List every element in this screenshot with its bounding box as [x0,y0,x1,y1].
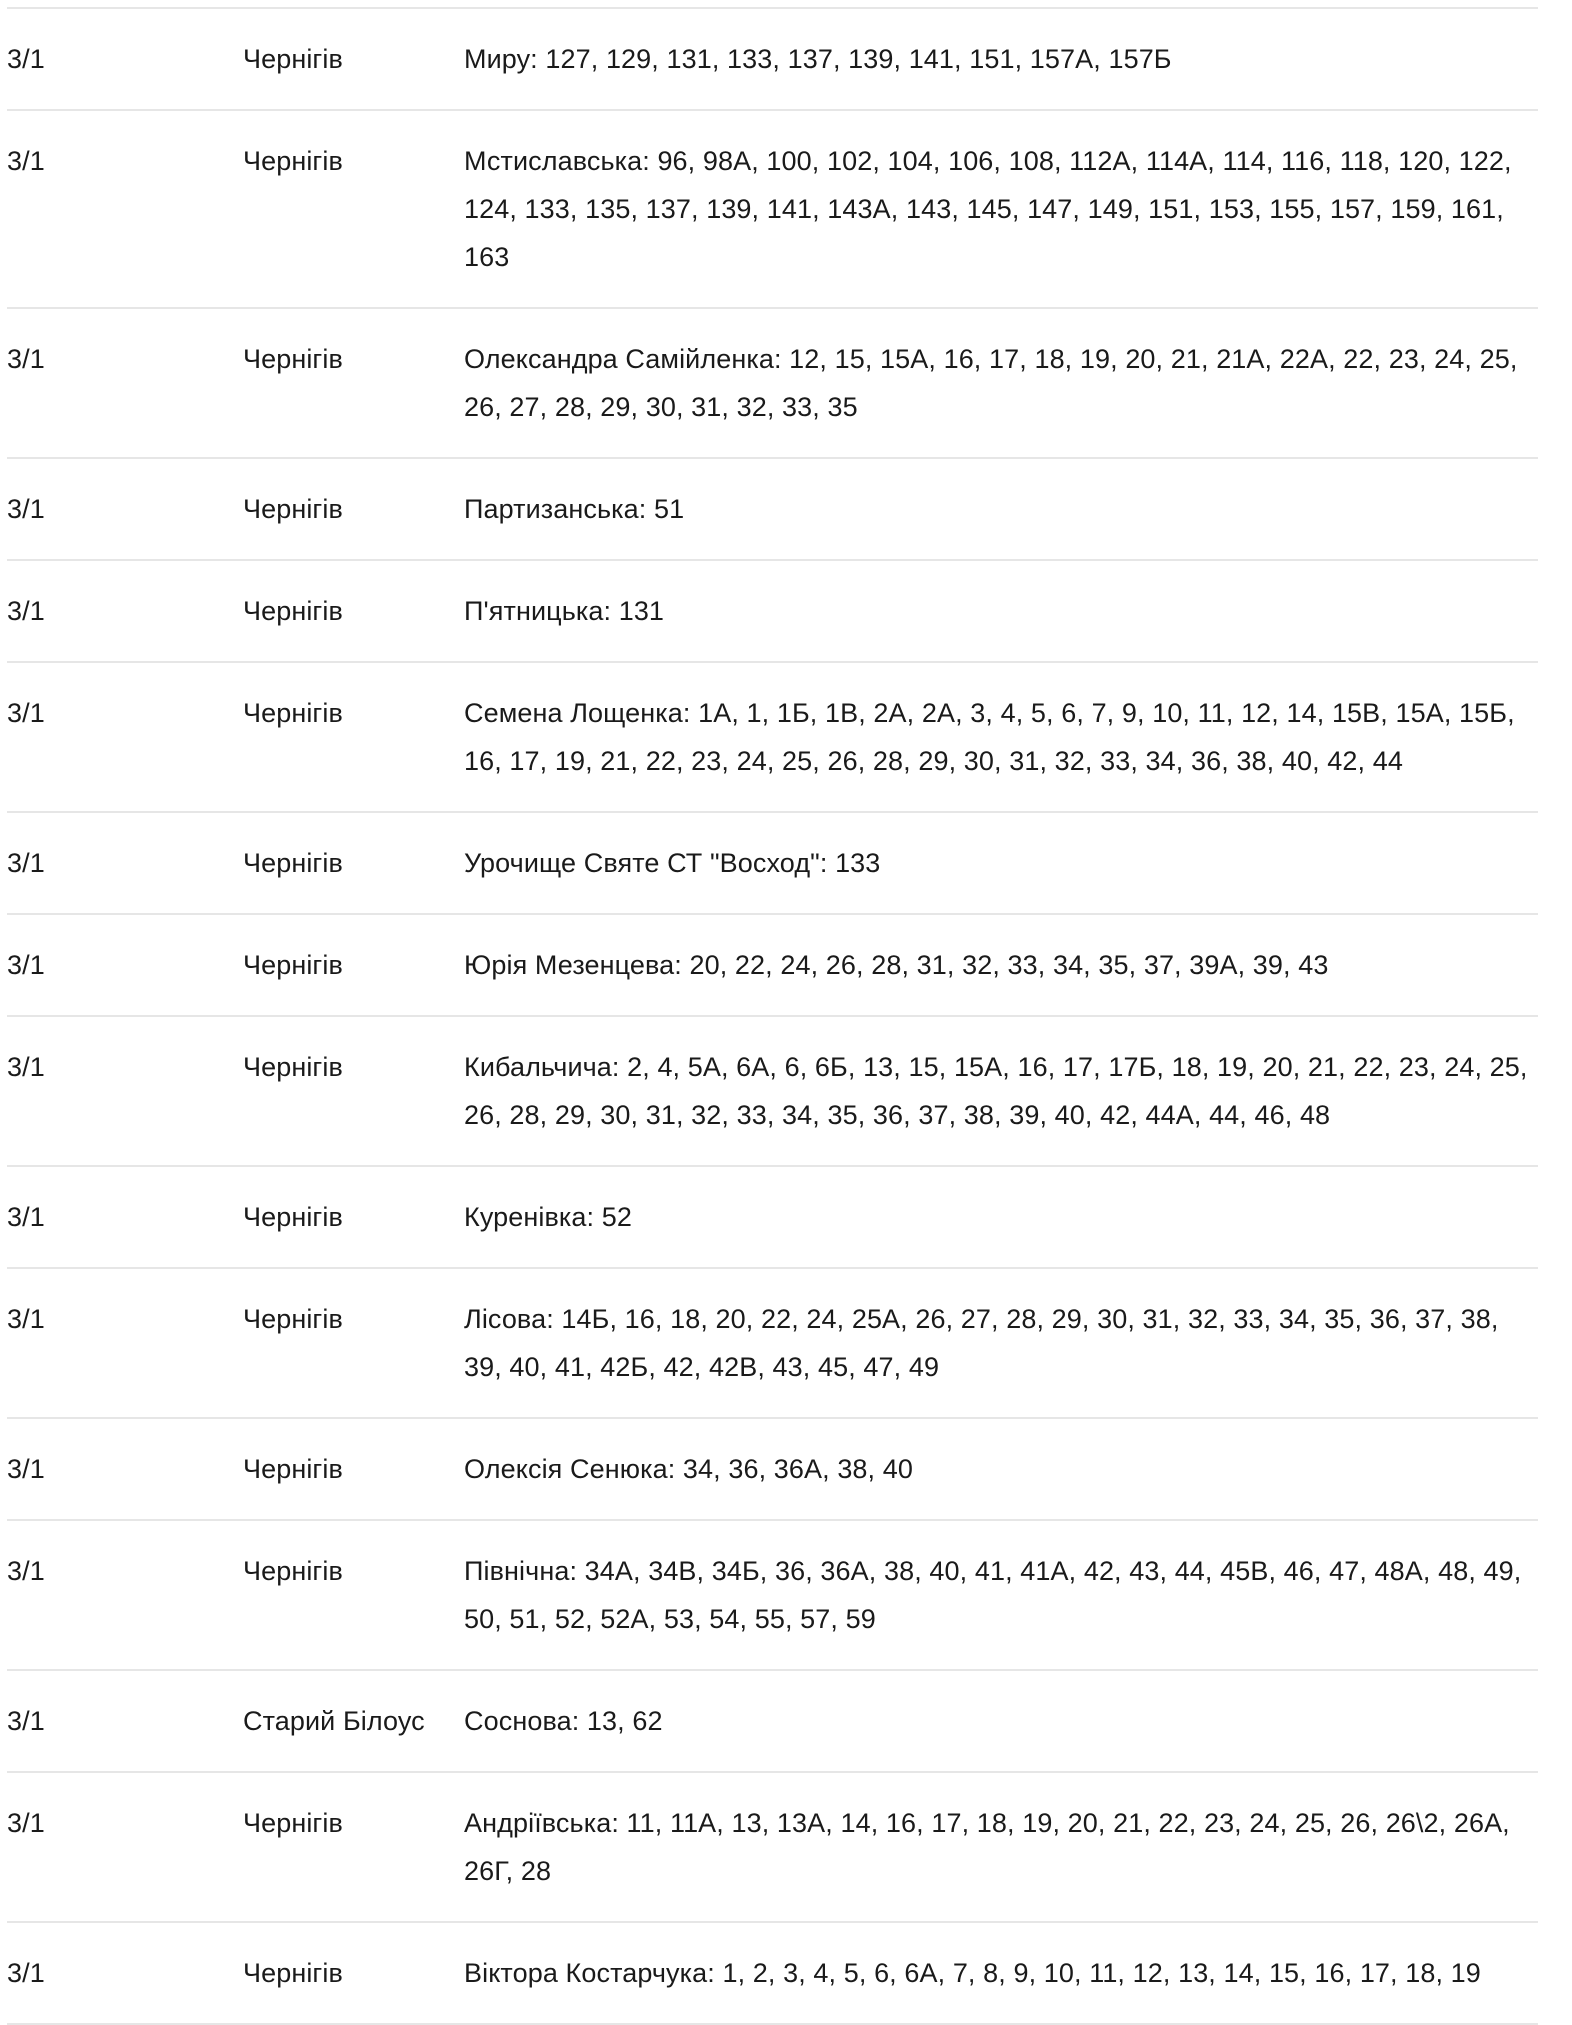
queue-cell: 3/1 [7,1454,45,1484]
city-cell: Чернігів [243,950,343,980]
addresses-cell: Олександра Самійленка: 12, 15, 15А, 16, 17, 18, 19, 20, 21, 21А, 22А, 22, 23, 24, 25, 26, 27, 28, 29, 30, 31, 32, 33, 35 [464,344,1518,422]
city-cell: Старий Білоус [243,1706,425,1736]
table-row [7,7,1538,109]
city-cell: Чернігів [243,1052,343,1082]
queue-cell: 3/1 [7,344,45,374]
table-row [7,1417,1538,1519]
queue-cell: 3/1 [7,494,45,524]
table-row [7,1267,1538,1417]
queue-cell: 3/1 [7,1052,45,1082]
queue-cell: 3/1 [7,596,45,626]
addresses-cell: Андріївська: 11, 11А, 13, 13А, 14, 16, 17, 18, 19, 20, 21, 22, 23, 24, 25, 26, 26\2, 26А, 26Г, 28 [464,1808,1510,1886]
city-cell: Чернігів [243,596,343,626]
table-row [7,457,1538,559]
table-row [7,913,1538,1015]
addresses-cell: Кибальчича: 2, 4, 5А, 6А, 6, 6Б, 13, 15, 15А, 16, 17, 17Б, 18, 19, 20, 21, 22, 23, 24, 25, 26, 28, 29, 30, 31, 32, 33, 34, 35, 36, 37, 38, 39, 40, 42, 44А, 44, 46, 48 [464,1052,1528,1130]
table-row [7,1165,1538,1267]
queue-cell: 3/1 [7,1304,45,1334]
queue-cell: 3/1 [7,146,45,176]
queue-cell: 3/1 [7,1706,45,1736]
table-row [7,1771,1538,1921]
queue-cell: 3/1 [7,1958,45,1988]
queue-cell: 3/1 [7,44,45,74]
table-row [7,661,1538,811]
queue-cell: 3/1 [7,698,45,728]
city-cell: Чернігів [243,848,343,878]
city-cell: Чернігів [243,1454,343,1484]
addresses-cell: Олексія Сенюка: 34, 36, 36А, 38, 40 [464,1454,913,1484]
city-cell: Чернігів [243,146,343,176]
addresses-cell: П'ятницька: 131 [464,596,665,626]
addresses-cell: Миру: 127, 129, 131, 133, 137, 139, 141, 151, 157А, 157Б [464,44,1172,74]
table-row [7,1669,1538,1771]
addresses-cell: Соснова: 13, 62 [464,1706,663,1736]
table-row [7,1921,1538,2025]
table-row [7,307,1538,457]
queue-cell: 3/1 [7,1556,45,1586]
table-row [7,811,1538,913]
addresses-cell: Урочище Святе СТ "Восход": 133 [464,848,881,878]
addresses-cell: Лісова: 14Б, 16, 18, 20, 22, 24, 25А, 26, 27, 28, 29, 30, 31, 32, 33, 34, 35, 36, 37, 38, 39, 40, 41, 42Б, 42, 42В, 43, 45, 47, 49 [464,1304,1499,1382]
outage-schedule-table [7,7,1538,2025]
addresses-cell: Семена Лощенка: 1А, 1, 1Б, 1В, 2А, 2А, 3, 4, 5, 6, 7, 9, 10, 11, 12, 14, 15В, 15А, 15Б, 16, 17, 19, 21, 22, 23, 24, 25, 26, 28, 29, 30, 31, 32, 33, 34, 36, 38, 40, 42, 44 [464,698,1515,776]
city-cell: Чернігів [243,494,343,524]
table-row [7,1015,1538,1165]
city-cell: Чернігів [243,44,343,74]
table-row [7,559,1538,661]
addresses-cell: Куренівка: 52 [464,1202,632,1232]
city-cell: Чернігів [243,1304,343,1334]
addresses-cell: Мстиславська: 96, 98А, 100, 102, 104, 106, 108, 112А, 114А, 114, 116, 118, 120, 122, 124, 133, 135, 137, 139, 141, 143А, 143, 145, 147, 149, 151, 153, 155, 157, 159, 161, 163 [464,146,1512,272]
city-cell: Чернігів [243,1202,343,1232]
city-cell: Чернігів [243,1958,343,1988]
table-row [7,109,1538,307]
queue-cell: 3/1 [7,1808,45,1838]
addresses-cell: Юрія Мезенцева: 20, 22, 24, 26, 28, 31, 32, 33, 34, 35, 37, 39А, 39, 43 [464,950,1329,980]
addresses-cell: Північна: 34А, 34В, 34Б, 36, 36А, 38, 40, 41, 41А, 42, 43, 44, 45В, 46, 47, 48А, 48, 49, 50, 51, 52, 52А, 53, 54, 55, 57, 59 [464,1556,1522,1634]
city-cell: Чернігів [243,344,343,374]
queue-cell: 3/1 [7,1202,45,1232]
city-cell: Чернігів [243,1808,343,1838]
city-cell: Чернігів [243,1556,343,1586]
queue-cell: 3/1 [7,950,45,980]
addresses-cell: Віктора Костарчука: 1, 2, 3, 4, 5, 6, 6А, 7, 8, 9, 10, 11, 12, 13, 14, 15, 16, 17, 18, 19 [464,1958,1481,1988]
addresses-cell: Партизанська: 51 [464,494,685,524]
table-row [7,1519,1538,1669]
queue-cell: 3/1 [7,848,45,878]
city-cell: Чернігів [243,698,343,728]
